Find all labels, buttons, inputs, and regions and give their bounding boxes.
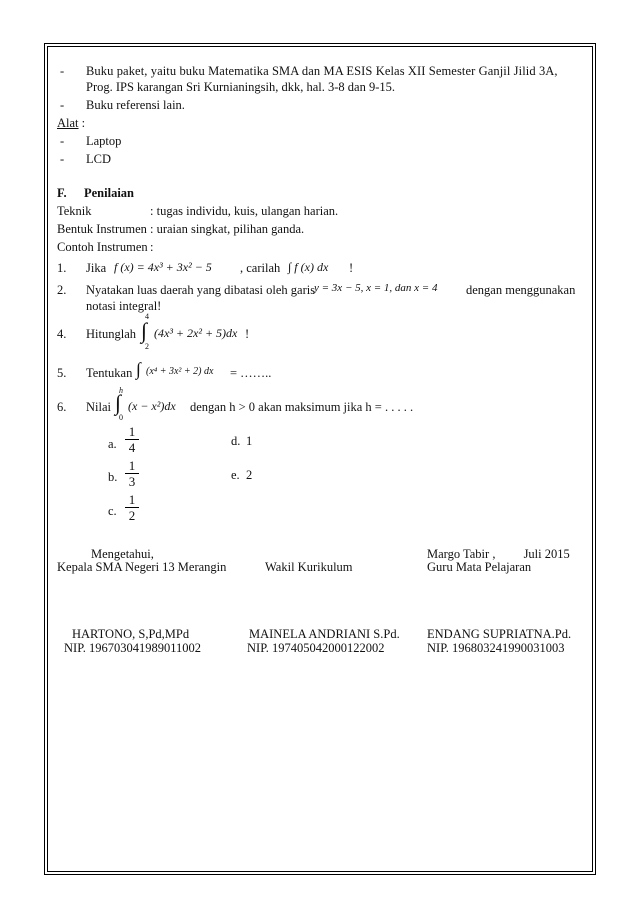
option-c-numerator: 1 bbox=[125, 493, 139, 508]
list-dash: - bbox=[60, 64, 65, 78]
integral-sign-icon: ∫ bbox=[136, 359, 141, 379]
option-d-value: 1 bbox=[246, 434, 253, 448]
resource-item-1-line-2: Prog. IPS karangan Sri Kurnianingsih, dkk, hal. 3-8 dan 9-15. bbox=[86, 80, 395, 94]
place-date: Margo Tabir , Juli 2015 bbox=[427, 547, 570, 561]
bentuk-value: : uraian singkat, pilihan ganda. bbox=[150, 222, 305, 236]
question-number: 6. bbox=[57, 400, 67, 414]
option-c-fraction bbox=[125, 493, 139, 523]
question-6-integrand: (x − x²)dx bbox=[128, 399, 176, 413]
option-b-numerator: 1 bbox=[125, 459, 139, 474]
tools-heading-colon: : bbox=[78, 116, 86, 130]
contoh-colon: : bbox=[150, 240, 154, 254]
resource-item-1-line-1: Buku paket, yaitu buku Matematika SMA dan MA ESIS Kelas XII Semester Ganjil Jilid 3A, bbox=[86, 64, 558, 78]
bentuk-label: Bentuk Instrumen bbox=[57, 222, 147, 236]
integral-lower-limit: 0 bbox=[119, 413, 123, 422]
question-5-prefix: Tentukan bbox=[86, 366, 133, 380]
guru-title: Guru Mata Pelajaran bbox=[427, 560, 532, 574]
question-2-line-2: notasi integral! bbox=[86, 299, 162, 313]
tools-heading-text: Alat bbox=[57, 116, 79, 130]
tool-item-lcd: LCD bbox=[86, 152, 111, 166]
integral-upper-limit: h bbox=[119, 386, 123, 395]
question-4-prefix: Hitunglah bbox=[86, 327, 136, 341]
option-b-label: b. bbox=[108, 470, 118, 484]
teknik-value: : tugas individu, kuis, ulangan harian. bbox=[150, 204, 339, 218]
question-5-integrand: (x⁴ + 3x² + 2) dx bbox=[146, 366, 214, 377]
kepala-title: Kepala SMA Negeri 13 Merangin bbox=[57, 560, 227, 574]
guru-nip: NIP. 196803241990031003 bbox=[427, 641, 565, 655]
option-e-label: e. bbox=[231, 468, 240, 482]
question-number: 1. bbox=[57, 261, 67, 275]
question-1-mid: , carilah bbox=[240, 261, 281, 275]
section-letter: F. bbox=[57, 186, 67, 200]
option-a-numerator: 1 bbox=[125, 425, 139, 440]
kepala-nip: NIP. 196703041989011002 bbox=[64, 641, 202, 655]
contoh-label: Contoh Instrumen bbox=[57, 240, 148, 254]
question-4-integrand: (4x³ + 2x² + 5)dx bbox=[154, 326, 238, 340]
wakil-nip: NIP. 197405042000122002 bbox=[247, 641, 385, 655]
resource-item-2: Buku referensi lain. bbox=[86, 98, 185, 112]
teknik-label: Teknik bbox=[57, 204, 92, 218]
wakil-title: Wakil Kurikulum bbox=[265, 560, 353, 574]
option-d-label: d. bbox=[231, 434, 241, 448]
question-6-prefix: Nilai bbox=[86, 400, 111, 414]
question-1-prefix: Jika bbox=[86, 261, 107, 275]
integral-sign-icon: ∫ bbox=[141, 318, 148, 343]
question-1-function: f (x) = 4x³ + 3x² − 5 bbox=[114, 260, 212, 274]
option-c-label: c. bbox=[108, 504, 117, 518]
question-2-prefix: Nyatakan luas daerah yang dibatasi oleh garis bbox=[86, 283, 316, 297]
option-c-denominator: 2 bbox=[128, 508, 136, 523]
tools-heading bbox=[57, 116, 85, 131]
question-2-suffix: dengan menggunakan bbox=[466, 283, 576, 297]
integral-lower-limit: 2 bbox=[145, 342, 149, 351]
question-number: 2. bbox=[57, 283, 67, 297]
question-6-suffix: dengan h > 0 akan maksimum jika h = . . . . . bbox=[190, 400, 414, 414]
kepala-name: HARTONO, S,Pd,MPd bbox=[72, 627, 190, 641]
option-a-label: a. bbox=[108, 437, 117, 451]
integral-sign-icon: ∫ bbox=[115, 390, 122, 415]
option-b-denominator: 3 bbox=[128, 474, 136, 489]
section-title: Penilaian bbox=[84, 186, 135, 200]
question-1-integral: ∫ f (x) dx bbox=[288, 260, 329, 274]
option-a-denominator: 4 bbox=[128, 440, 136, 455]
mengetahui-text: Mengetahui, bbox=[91, 547, 154, 561]
tool-item-laptop: Laptop bbox=[86, 134, 122, 148]
question-1-suffix: ! bbox=[349, 261, 354, 275]
integral-upper-limit: 4 bbox=[145, 312, 149, 321]
question-number: 5. bbox=[57, 366, 67, 380]
option-e-value: 2 bbox=[246, 468, 253, 482]
list-dash: - bbox=[60, 134, 65, 148]
wakil-name: MAINELA ANDRIANI S.Pd. bbox=[249, 627, 400, 641]
question-number: 4. bbox=[57, 327, 67, 341]
question-4-suffix: ! bbox=[245, 327, 250, 341]
question-2-lines: y = 3x − 5, x = 1, dan x = 4 bbox=[314, 282, 438, 294]
guru-name: ENDANG SUPRIATNA.Pd. bbox=[427, 627, 572, 641]
list-dash: - bbox=[60, 152, 65, 166]
question-5-suffix: = …….. bbox=[230, 366, 272, 380]
option-a-fraction bbox=[125, 425, 139, 455]
list-dash: - bbox=[60, 98, 65, 112]
option-b-fraction bbox=[125, 459, 139, 489]
